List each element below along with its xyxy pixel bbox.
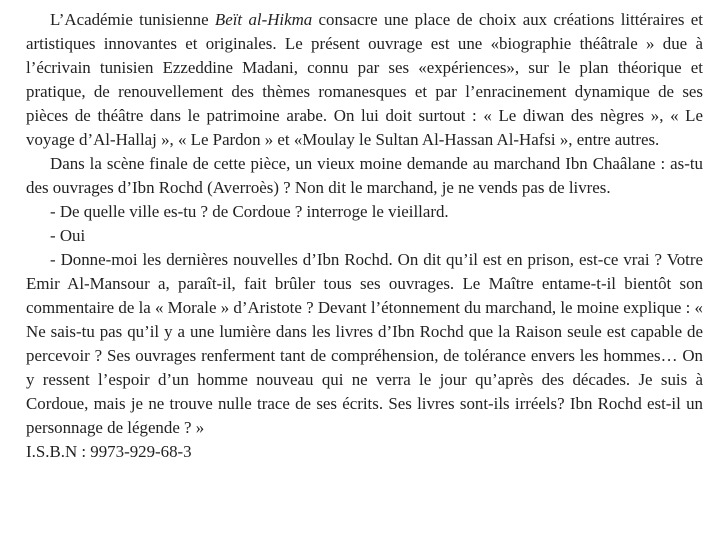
dialogue-line-1: - De quelle ville es-tu ? de Cordoue ? interroge le vieillard. — [50, 202, 449, 221]
document-page — [26, 8, 703, 464]
dialogue-line-3: - Donne-moi les dernières nouvelles d’Ibn Rochd. On dit qu’il est en prison, est-ce vrai ? Votre Emir Al-Mansour a, paraît-il, fait brûler tous ses ouvrages. Le Maître entame-t-il bientôt son commentaire de la « Morale » d’Aristote ? Devant l’étonnement du marchand, le moine explique : « Ne sais-tu pas qu’il y a une lumière dans les livres d’Ibn Rochd que la Raison seule est capable de percevoir ? Ses ouvrages renferment tant de compréhension, de tolérance envers les hommes… On y ressent l’espoir d’un homme nouveau qui ne verra le jour qu’après des décades. Je suis à Cordoue, mais je ne trouve nulle trace de ses écrits. Ses livres sont-ils irréels? Ibn Rochd est-il un personnage de légende ? » — [26, 250, 703, 437]
intro-paragraph — [26, 8, 703, 152]
institution-name: Beït al-Hikma — [214, 10, 313, 29]
dialogue-line-2: - Oui — [50, 226, 86, 245]
isbn-line: I.S.B.N : 9973-929-68-3 — [26, 442, 192, 461]
intro-text-rest: consacre une place de choix aux créations littéraires et artistiques innovantes et originales. Le présent ouvrage est une «biographie théâtrale » due à l’écrivain tunisien Ezzeddine Madani, connu par ses «expériences», sur le plan théorique et pratique, de renouvellement des thèmes romanesques et par l’enracinement dynamique de ses pièces de théâtre dans le patrimoine arabe. On lui doit surtout : « Le diwan des nègres », « Le voyage d’Al-Hallaj », « Le Pardon » et «Moulay le Sultan Al-Hassan Al-Hafsi », entre autres. — [26, 10, 703, 149]
scene-paragraph: Dans la scène finale de cette pièce, un vieux moine demande au marchand Ibn Chaâlane : as-tu des ouvrages d’Ibn Rochd (Averroès) ? Non dit le marchand, je ne vends pas de livres. — [26, 154, 703, 197]
intro-text-start: L’Académie tunisienne — [50, 10, 215, 29]
